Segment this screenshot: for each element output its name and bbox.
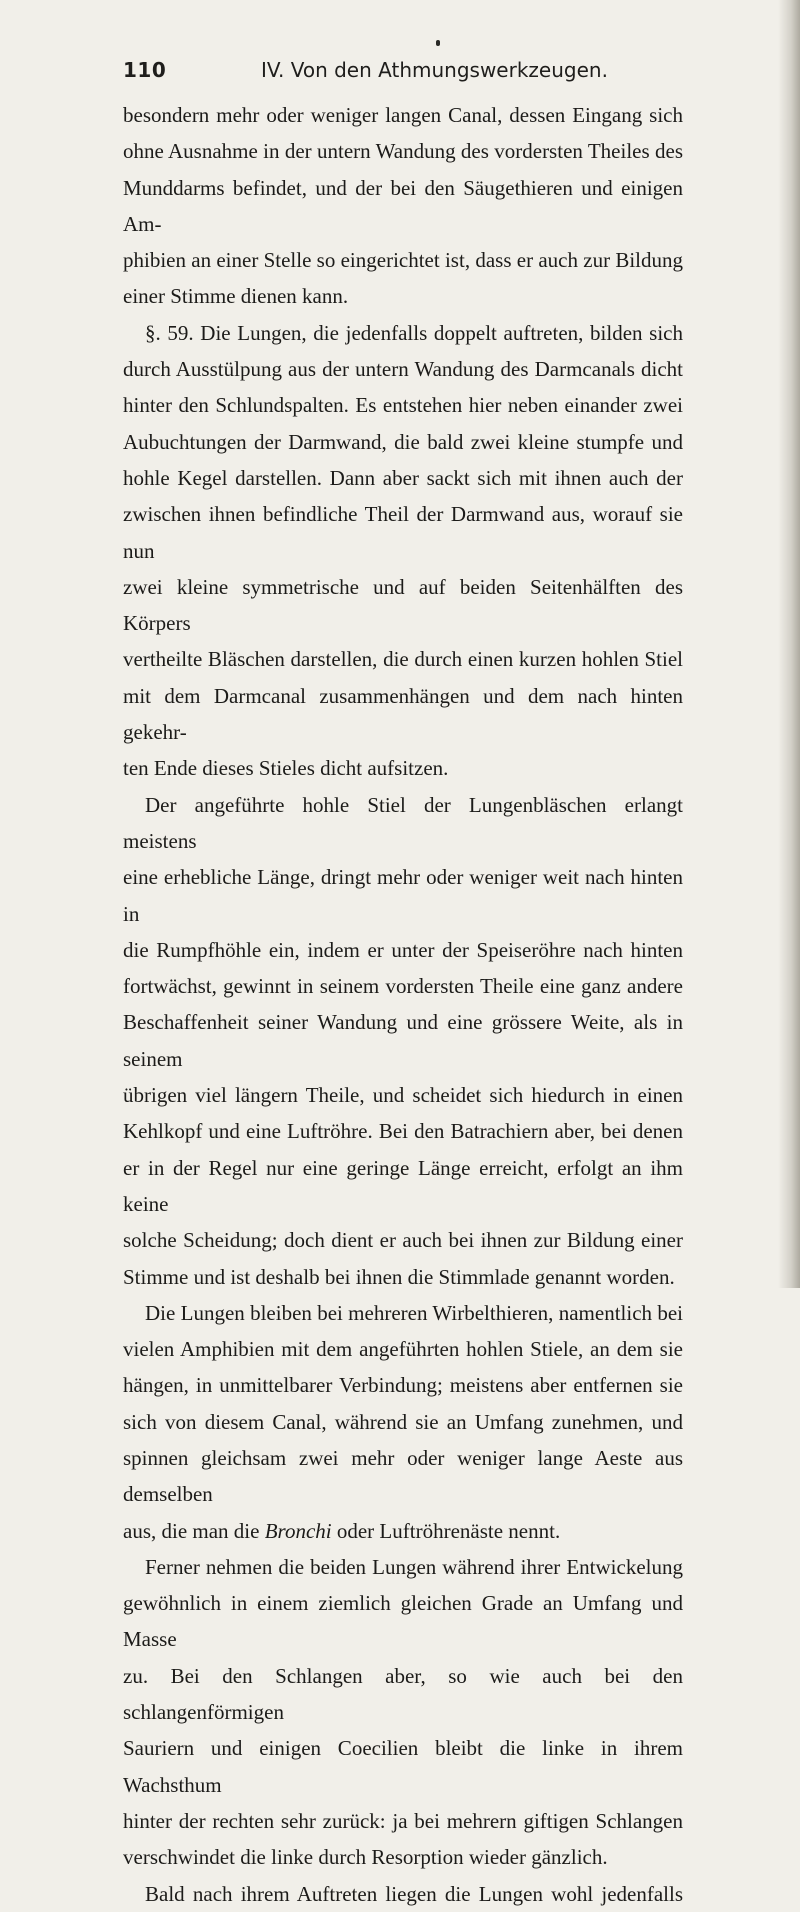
text-line: hängen, in unmittelbarer Verbindung; meistens aber entfernen sie [123,1373,683,1398]
text-line: ten Ende dieses Stieles dicht aufsitzen. [123,756,449,781]
text-line: fortwächst, gewinnt in seinem vordersten Theile eine ganz andere [123,974,683,999]
text-line: sich von diesem Canal, während sie an Umfang zunehmen, und [123,1409,683,1434]
text-line: Kehlkopf und eine Luftröhre. Bei den Batrachiern aber, bei denen [123,1119,683,1144]
text-line: zwei kleine symmetrische und auf beiden Seitenhälften des Körpers [123,574,683,636]
text-line: vertheilte Bläschen darstellen, die durch einen kurzen hohlen Stiel [123,647,683,672]
text-line: er in der Regel nur eine geringe Länge erreicht, erfolgt an ihm keine [123,1155,683,1216]
text-line: aus, die man die Bronchi oder Luftröhrenäste nennt. [123,1518,561,1543]
text-line: die Rumpfhöhle ein, indem er unter der Speiseröhre nach hinten [123,937,683,962]
text-line: verschwindet die linke durch Resorption wieder gänzlich. [123,1845,608,1870]
page-edge-shadow [778,0,800,1288]
text-line: übrigen viel längern Theile, und scheidet sich hiedurch in einen [123,1083,683,1108]
text-line: hinter den Schlundspalten. Es entstehen hier neben einander zwei [123,393,683,418]
text-line: phibien an einer Stelle so eingerichtet ist, dass er auch zur Bildung [123,248,683,273]
text-line: spinnen gleichsam zwei mehr oder weniger lange Aeste aus demselben [123,1445,683,1507]
page-number: 110 [123,58,167,82]
text-line: solche Scheidung; doch dient er auch bei ihnen zur Bildung einer [123,1228,683,1253]
text-line: zwischen ihnen befindliche Theil der Darmwand aus, worauf sie nun [123,502,683,563]
print-speck [436,40,440,46]
body-text [123,97,683,1912]
text-line: vielen Amphibien mit dem angeführten hohlen Stiele, an dem sie [123,1337,683,1362]
page-header [123,58,683,88]
italic-term: Bronchi [264,1518,332,1543]
text-line: hohle Kegel darstellen. Dann aber sackt sich mit ihnen auch der [123,465,683,490]
text-line: eine erhebliche Länge, dringt mehr oder weniger weit nach hinten in [123,865,683,926]
text-line: Die Lungen bleiben bei mehreren Wirbelthieren, namentlich bei [145,1300,683,1325]
text-line: besondern mehr oder weniger langen Canal, dessen Eingang sich [123,103,683,127]
text-line: zu. Bei den Schlangen aber, so wie auch bei den schlangenförmigen [123,1663,683,1725]
text-line: mit dem Darmcanal zusammenhängen und dem nach hinten gekehr- [123,683,683,745]
text-line: durch Ausstülpung aus der untern Wandung des Darmcanals dicht [123,357,683,382]
text-line: §. 59. Die Lungen, die jedenfalls doppelt auftreten, bilden sich [145,320,683,345]
text-line: Sauriern und einigen Coecilien bleibt die linke in ihrem Wachsthum [123,1736,683,1797]
text-line: hinter der rechten sehr zurück: ja bei mehrern giftigen Schlangen [123,1808,683,1833]
text-line: Der angeführte hohle Stiel der Lungenbläschen erlangt meistens [123,792,683,853]
text-line: Bald nach ihrem Auftreten liegen die Lungen wohl jedenfalls [145,1881,683,1906]
text-line: Aubuchtungen der Darmwand, die bald zwei kleine stumpfe und [123,429,683,454]
running-head: IV. Von den Athmungswerkzeugen. [261,58,608,82]
text-line: ohne Ausnahme in der untern Wandung des vordersten Theiles des [123,139,683,164]
text-line: gewöhnlich in einem ziemlich gleichen Grade an Umfang und Masse [123,1591,683,1652]
text-line: Beschaffenheit seiner Wandung und eine grössere Weite, als in seinem [123,1010,683,1071]
text-line: einer Stimme dienen kann. [123,284,349,309]
text-line: Stimme und ist deshalb bei ihnen die Stimmlade genannt worden. [123,1264,675,1289]
text-line: Munddarms befindet, und der bei den Säugethieren und einigen Am- [123,175,683,236]
text-line: Ferner nehmen die beiden Lungen während ihrer Entwickelung [145,1554,683,1579]
